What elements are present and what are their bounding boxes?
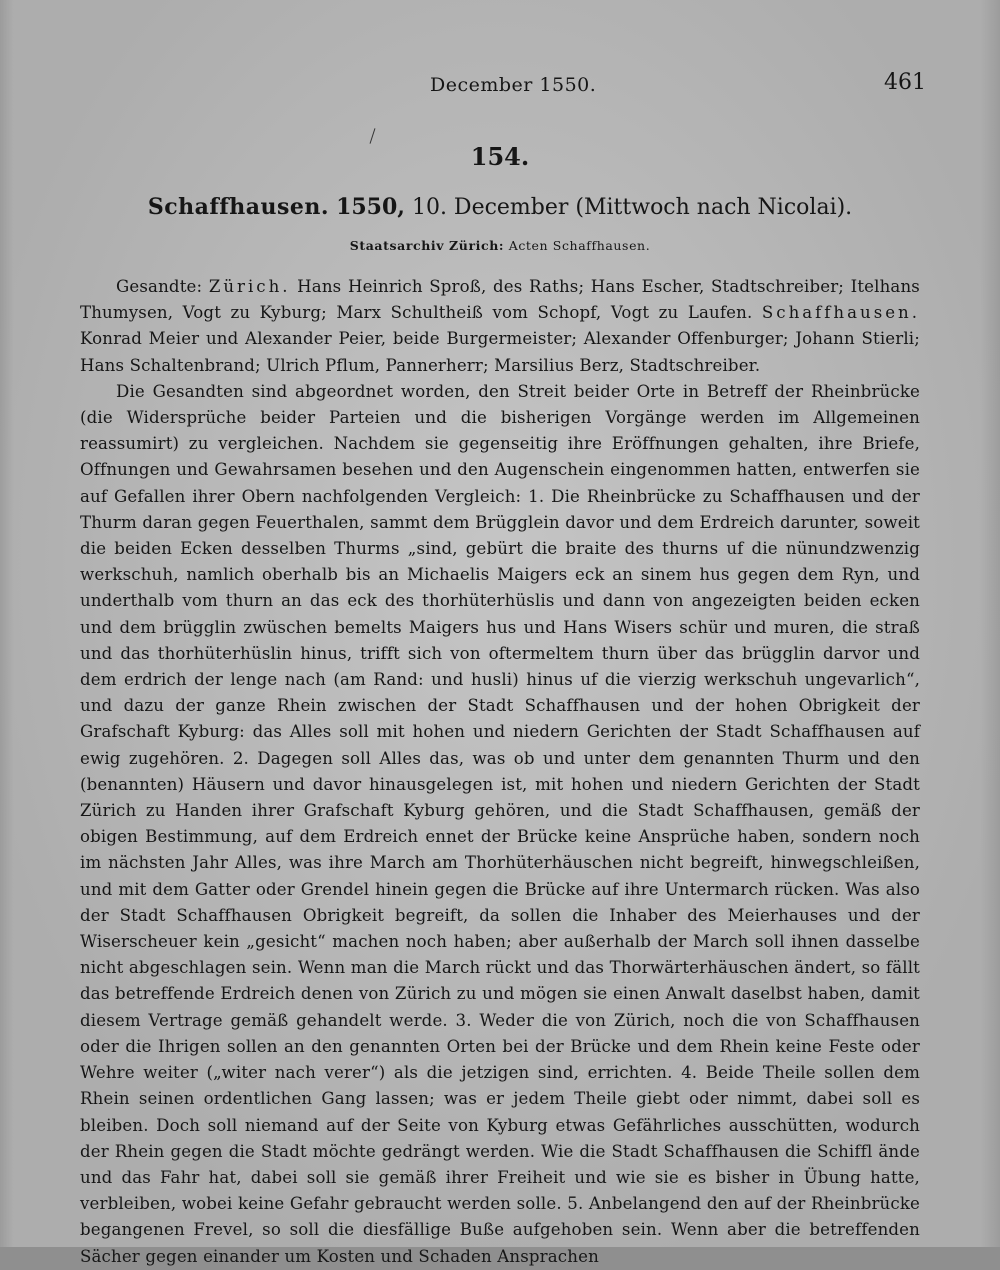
source-file: Acten Schaffhausen. <box>508 238 651 253</box>
running-head <box>0 70 1000 102</box>
envoys-place-zurich: Zürich. <box>208 277 291 296</box>
envoys-paragraph <box>80 274 920 379</box>
archive-source <box>0 238 1000 253</box>
envoys-schaffhausen-list: Konrad Meier und Alexander Peier, beide Burgermeister; Alexander Offenburger; Johann Stierli; Hans Schaltenbrand; Ulrich Pflum, Pannerherr; Marsilius Berz, Stadtschreiber. <box>80 329 920 375</box>
heading-year: 1550, <box>336 194 405 220</box>
page-number: 461 <box>884 70 926 95</box>
envoys-place-schaffhausen: Schaffhausen. <box>761 303 920 323</box>
heading-place: Schaffhausen. <box>147 194 330 220</box>
heading-date: 10. December (Mittwoch nach Nicolai). <box>411 195 853 220</box>
envoys-zurich-list: Hans Heinrich Sproß, des Raths; Hans Escher, Stadtschreiber; Itelhans Thumysen, Vogt zu Kyburg; Marx Schultheiß vom Schopf, Vogt zu Laufen. <box>80 277 920 323</box>
document-heading <box>0 194 1000 220</box>
document-number: 154. <box>470 142 530 171</box>
envoys-lead: Gesandte: <box>116 277 203 296</box>
agreement-paragraph: Die Gesandten sind abgeordnet worden, den Streit beider Orte in Betreff der Rheinbrücke (die Widersprüche beider Parteien und die bisherigen Vorgänge werden im Allgemeinen reassumirt) zu vergleichen. Nachdem sie gegenseitig ihre Eröffnungen gehalten, ihre Briefe, Offnungen und Gewahrsamen besehen und den Augenschein eingenommen hatten, entwerfen sie auf Gefallen ihrer Obern nachfolgenden Vergleich: 1. Die Rheinbrücke zu Schaffhausen und der Thurm daran gegen Feuerthalen, sammt dem Brügglein davor und dem Erdreich darunter, soweit die beiden Ecken desselben Thurms „sind, gebürt die braite des thurns uf die nünundzwenzig werkschuh, namlich oberhalb bis an Michaelis Maigers eck an sinem hus gegen dem Ryn, und underthalb vom thurn an das eck des thorhüterhüslis und dann von angezeigten beiden ecken und dem brügglin zwüschen bemelts Maigers hus und Hans Wisers schür und muren, die straß und das thorhüterhüslin hinus, trifft sich von oftermeltem thurn über das brügglin darvor und dem erdrich der lenge nach (am Rand: und husli) hinus uf die vierzig werkschuh ungevarlich“, und dazu der ganze Rhein zwischen der Stadt Schaffhausen und der hohen Obrigkeit der Grafschaft Kyburg: das Alles soll mit hohen und niedern Gerichten der Stadt Schaffhausen auf ewig zugehören. 2. Dagegen soll Alles das, was ob und unter dem genannten Thurm und den (benannten) Häusern und davor hinausgelegen ist, mit hohen und niedern Gerichten der Stadt Zürich zu Handen ihrer Grafschaft Kyburg gehören, und die Stadt Schaffhausen, gemäß der obigen Bestimmung, auf dem Erdreich ennet der Brücke keine Ansprüche haben, sondern noch im nächsten Jahr Alles, was ihre March am Thorhüterhäuschen nicht begreift, hinwegschleißen, und mit dem Gatter oder Grendel hinein gegen die Brücke auf ihre Untermarch rücken. Was also der Stadt Schaffhausen Obrigkeit begreift, da sollen die Inhaber des Meierhauses und der Wiserscheuer kein „gesicht“ machen noch haben; aber außerhalb der March soll ihnen dasselbe nicht abgeschlagen sein. Wenn man die March rückt und das Thorwärterhäuschen ändert, so fällt das betreffende Erdreich denen von Zürich zu und mögen sie einen Anwalt daselbst haben, damit diesem Vertrage gemäß gehandelt werde. 3. Weder die von Zürich, noch die von Schaffhausen oder die Ihrigen sollen an den genannten Orten bei der Brücke und dem Rhein keine Feste oder Wehre weiter („witer nach verer“) als die jetzigen sind, errichten. 4. Beide Theile sollen dem Rhein seinen ordentlichen Gang lassen; was er jedem Theile giebt oder nimmt, dabei soll es bleiben. Doch soll niemand auf der Seite von Kyburg etwas Gefährliches ausschütten, wodurch der Rhein gegen die Stadt möchte gedrängt werden. Wie die Stadt Schaffhausen die Schiffl ände und das Fahr hat, dabei soll sie gemäß ihrer Freiheit und wie sie es bisher in Übung hatte, verbleiben, wobei keine Gefahr gebraucht werden solle. 5. Anbelangend den auf der Rheinbrücke begangenen Frevel, so soll die diesfällige Buße aufgehoben sein. Wenn aber die betreffenden Sächer gegen einander um Kosten und Schaden Ansprachen <box>80 381 920 1266</box>
document-body <box>80 274 920 1270</box>
running-head-title: December 1550. <box>430 74 597 96</box>
source-archive: Staatsarchiv Zürich: <box>349 238 505 253</box>
